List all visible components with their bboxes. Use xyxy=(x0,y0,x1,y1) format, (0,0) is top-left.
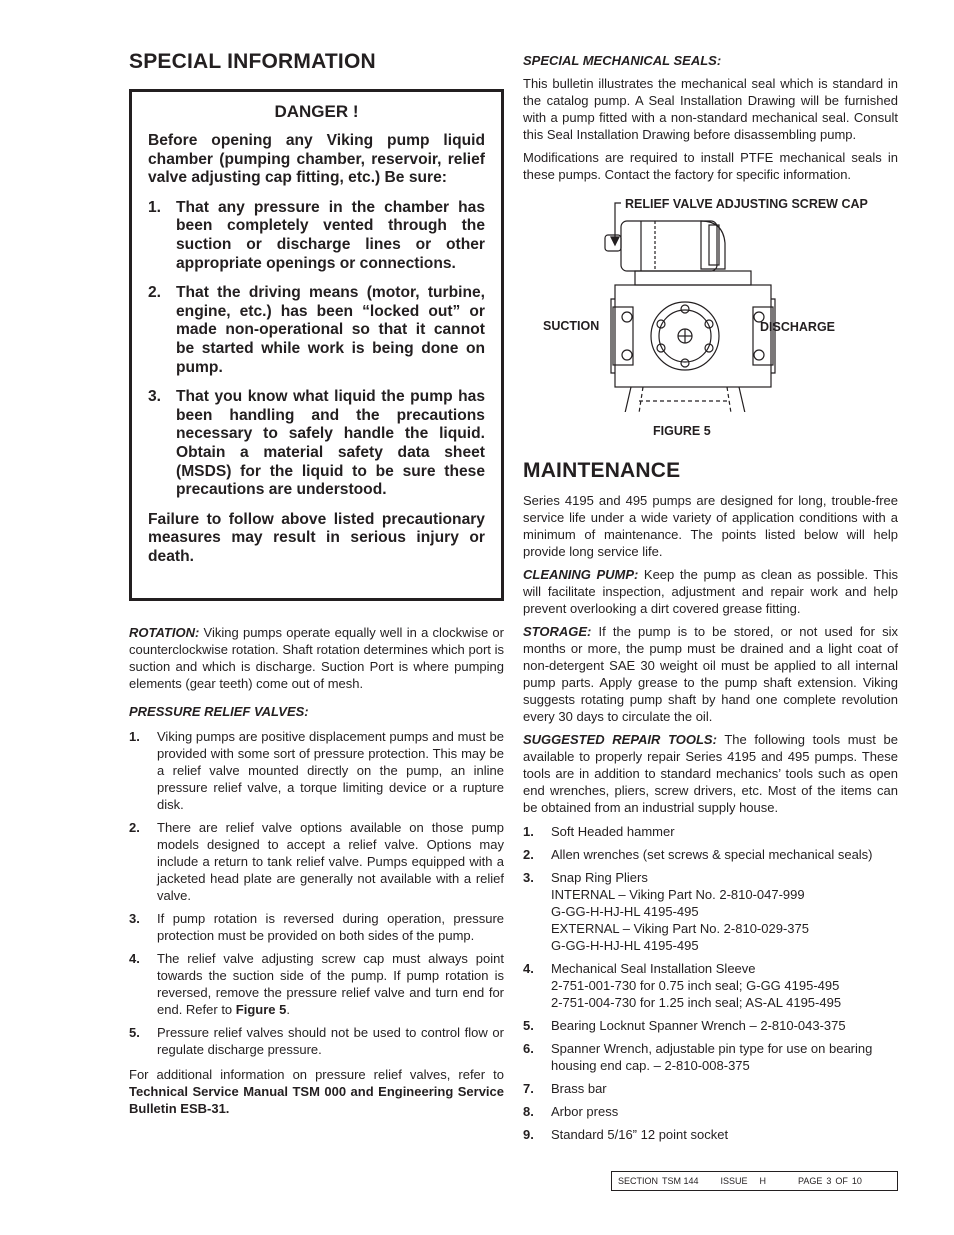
danger-item-number: 1. xyxy=(148,198,162,216)
tool-item xyxy=(523,1103,898,1120)
storage-text: If the pump is to be stored, or not used for six months or more, the pump must be drained and a light coat of non-detergent SAE 30 weight oil must be applied to all internal pump parts. Apply grease to the pump shaft extension. Viking suggests rotating pump shaft by hand one complete revolution every 30 days to circulate the oil. xyxy=(523,624,898,724)
tool-item-line: Mechanical Seal Installation Sleeve xyxy=(551,961,756,976)
tool-item-number: 4. xyxy=(523,961,534,976)
cleaning-paragraph xyxy=(523,566,898,617)
danger-item-text: That you know what liquid the pump has been handling and the precautions necessary to safely handle the liquid. Obtain a material safety data sheet (MSDS) for the liquid to be sure these precautions are understood. xyxy=(176,388,485,499)
rotation-lead: ROTATION: xyxy=(129,625,200,640)
section-title-maintenance: MAINTENANCE xyxy=(523,459,681,482)
seals-paragraph-1: This bulletin illustrates the mechanical seal which is standard in the catalog pump. A Seal Installation Drawing will be furnished with a pump fitted with a non-standard mechanical seal. Consult this Seal Installation Drawing before disassembling pump. xyxy=(523,76,898,142)
tool-item-number: 8. xyxy=(523,1104,534,1119)
relief-item xyxy=(129,819,504,904)
relief-more-info xyxy=(129,1066,504,1117)
danger-title: DANGER ! xyxy=(274,102,359,121)
left-column xyxy=(129,50,504,74)
tool-item-text: Spanner Wrench, adjustable pin type for use on bearing housing end cap. – 2-810-008-375 xyxy=(551,1041,873,1073)
relief-item-number: 4. xyxy=(129,951,140,966)
danger-item-number: 3. xyxy=(148,388,162,406)
danger-list xyxy=(148,199,485,500)
figure-caption: FIGURE 5 xyxy=(653,424,711,438)
figure-label-discharge: DISCHARGE xyxy=(760,320,836,334)
storage-lead: STORAGE: xyxy=(523,624,592,639)
tool-item-text: Brass bar xyxy=(551,1081,607,1096)
figure-label-suction: SUCTION xyxy=(543,319,600,333)
tool-item-text: Standard 5/16” 12 point socket xyxy=(551,1127,729,1142)
tool-item-text: Soft Headed hammer xyxy=(551,824,675,839)
tool-item-number: 6. xyxy=(523,1041,534,1056)
relief-item-number: 2. xyxy=(129,820,140,835)
relief-item xyxy=(129,910,504,944)
seals-paragraph-2: Modifications are required to install PTFE mechanical seals in these pumps. Contact the factory for specific information. xyxy=(523,150,898,182)
danger-item-text: That any pressure in the chamber has been completely vented through the suction or discharge lines or other appropriate openings or connections. xyxy=(176,198,485,272)
footer-issue-label: ISSUE xyxy=(720,1176,748,1186)
danger-item-number: 2. xyxy=(148,284,162,302)
relief-item xyxy=(129,1024,504,1058)
maintenance-intro: Series 4195 and 495 pumps are designed for long, trouble-free service life under a wide variety of application conditions with a minimum of maintenance. The points listed below will help provide long service life. xyxy=(523,493,898,559)
relief-item-text-main: The relief valve adjusting screw cap must always point towards the suction side of the pump. If pump rotation is reversed, remove the pressure relief valve and turn end for end. Refer to xyxy=(157,951,504,1017)
pump-drawing xyxy=(523,197,898,412)
section-title-special-information: SPECIAL INFORMATION xyxy=(129,50,376,73)
tool-item-number: 1. xyxy=(523,824,534,839)
tool-item-line: EXTERNAL – Viking Part No. 2-810-029-375 xyxy=(551,921,809,936)
tool-item xyxy=(523,846,898,863)
relief-more-prefix: For additional information on pressure relief valves, refer to xyxy=(129,1067,504,1082)
relief-item-number: 3. xyxy=(129,911,140,926)
tool-item-text: Arbor press xyxy=(551,1104,619,1119)
relief-item-text-tail: . xyxy=(286,1002,290,1017)
relief-item-text: If pump rotation is reversed during operation, pressure protection must be provided on both sides of the pump. xyxy=(157,911,504,943)
danger-item xyxy=(148,199,485,273)
tool-item-line: Snap Ring Pliers xyxy=(551,870,648,885)
tools-list xyxy=(523,823,898,1143)
tool-item-text xyxy=(551,869,898,954)
cap-leader-arrow xyxy=(611,237,619,245)
footer-page-label: PAGE xyxy=(798,1176,823,1186)
relief-item-number: 5. xyxy=(129,1025,140,1040)
tool-item xyxy=(523,823,898,840)
tool-item-number: 2. xyxy=(523,847,534,862)
relief-item-text: Pressure relief valves should not be used to control flow or regulate discharge pressure. xyxy=(157,1025,504,1057)
page-footer xyxy=(611,1171,898,1191)
relief-list xyxy=(129,728,504,1058)
danger-item xyxy=(148,284,485,377)
tool-item-number: 9. xyxy=(523,1127,534,1142)
tool-item xyxy=(523,1080,898,1097)
relief-heading: PRESSURE RELIEF VALVES: xyxy=(129,704,309,719)
tools-lead: SUGGESTED REPAIR TOOLS: xyxy=(523,732,717,747)
danger-item-text: That the driving means (motor, turbine, engine, etc.) has been “locked out” or made non-operational so that it cannot be started while work is being done on pump. xyxy=(176,284,485,376)
left-body xyxy=(129,624,504,1117)
relief-item xyxy=(129,950,504,1018)
footer-page-value: 3 xyxy=(826,1176,832,1186)
relief-more-reference: Technical Service Manual TSM 000 and Engineering Service Bulletin ESB-31. xyxy=(129,1084,504,1116)
tool-item xyxy=(523,1017,898,1034)
tool-item xyxy=(523,960,898,1011)
tool-item-text: Allen wrenches (set screws & special mechanical seals) xyxy=(551,847,873,862)
storage-paragraph xyxy=(523,623,898,725)
relief-item-number: 1. xyxy=(129,729,140,744)
pump-casing xyxy=(615,285,771,387)
tool-item xyxy=(523,869,898,954)
relief-item-text xyxy=(157,950,504,1018)
relief-item-text: Viking pumps are positive displacement pumps and must be provided with some sort of pressure protection. This may be a relief valve mounted directly on the pump, an inline pressure relief valve, a torque limiting device or a rupture disk. xyxy=(157,729,504,812)
rotation-paragraph xyxy=(129,624,504,692)
cleaning-text: Keep the pump as clean as possible. This will facilitate inspection, adjustment and repair work and help prevent overlooking a dirt covered grease fitting. xyxy=(523,567,898,616)
tool-item-number: 3. xyxy=(523,870,534,885)
tool-item-line: G-GG-H-HJ-HL 4195-495 xyxy=(551,938,699,953)
tool-item xyxy=(523,1126,898,1143)
tool-item-line: 2-751-001-730 for 0.75 inch seal; G-GG 4195-495 xyxy=(551,978,840,993)
cleaning-lead: CLEANING PUMP: xyxy=(523,567,639,582)
footer-of-label: OF xyxy=(835,1176,848,1186)
footer-section-label: SECTION xyxy=(618,1176,659,1186)
danger-footer: Failure to follow above listed precautionary measures may result in serious injury or death. xyxy=(148,510,485,565)
relief-item-text: There are relief valve options available on those pump models designed to accept a relief valve. Options may include a return to tank relief valve. Pumps equipped with a jacketed head plate are generally not available with a relief valve. xyxy=(157,820,504,903)
figure-reference: Figure 5 xyxy=(235,1002,287,1017)
danger-item xyxy=(148,388,485,500)
rotation-text: Viking pumps operate equally well in a clockwise or counterclockwise rotation. Shaft rotation determines which port is suction and which is discharge. Suction Port is where pumping elements (gear teeth) come out of mesh. xyxy=(129,625,504,691)
tools-paragraph xyxy=(523,731,898,816)
tool-item-number: 7. xyxy=(523,1081,534,1096)
figure-5 xyxy=(523,197,898,439)
tool-item-text xyxy=(551,960,898,1011)
footer-section-value: TSM 144 xyxy=(662,1176,699,1186)
tool-item-line: G-GG-H-HJ-HL 4195-495 xyxy=(551,904,699,919)
footer-page-total: 10 xyxy=(851,1176,862,1186)
tool-item-text: Bearing Locknut Spanner Wrench – 2-810-043-375 xyxy=(551,1018,846,1033)
figure-label-cap: RELIEF VALVE ADJUSTING SCREW CAP xyxy=(625,197,868,211)
right-column xyxy=(523,53,898,1149)
seals-heading: SPECIAL MECHANICAL SEALS: xyxy=(523,53,722,68)
danger-box xyxy=(129,89,504,601)
tool-item-line: INTERNAL – Viking Part No. 2-810-047-999 xyxy=(551,887,805,902)
tool-item-line: 2-751-004-730 for 1.25 inch seal; AS-AL 4195-495 xyxy=(551,995,842,1010)
footer-issue-value: H xyxy=(759,1176,767,1186)
tool-item-number: 5. xyxy=(523,1018,534,1033)
tools-text: The following tools must be available to properly repair Series 4195 and 495 pumps. These tools are in addition to standard mechanics’ tools such as open end wrenches, pliers, screw drivers, etc. Most of the items can be obtained from an industrial supply house. xyxy=(523,732,898,815)
tool-item xyxy=(523,1040,898,1074)
relief-item xyxy=(129,728,504,813)
danger-intro: Before opening any Viking pump liquid chamber (pumping chamber, reservoir, relief valve adjusting cap fitting, etc.) Be sure: xyxy=(148,132,485,187)
